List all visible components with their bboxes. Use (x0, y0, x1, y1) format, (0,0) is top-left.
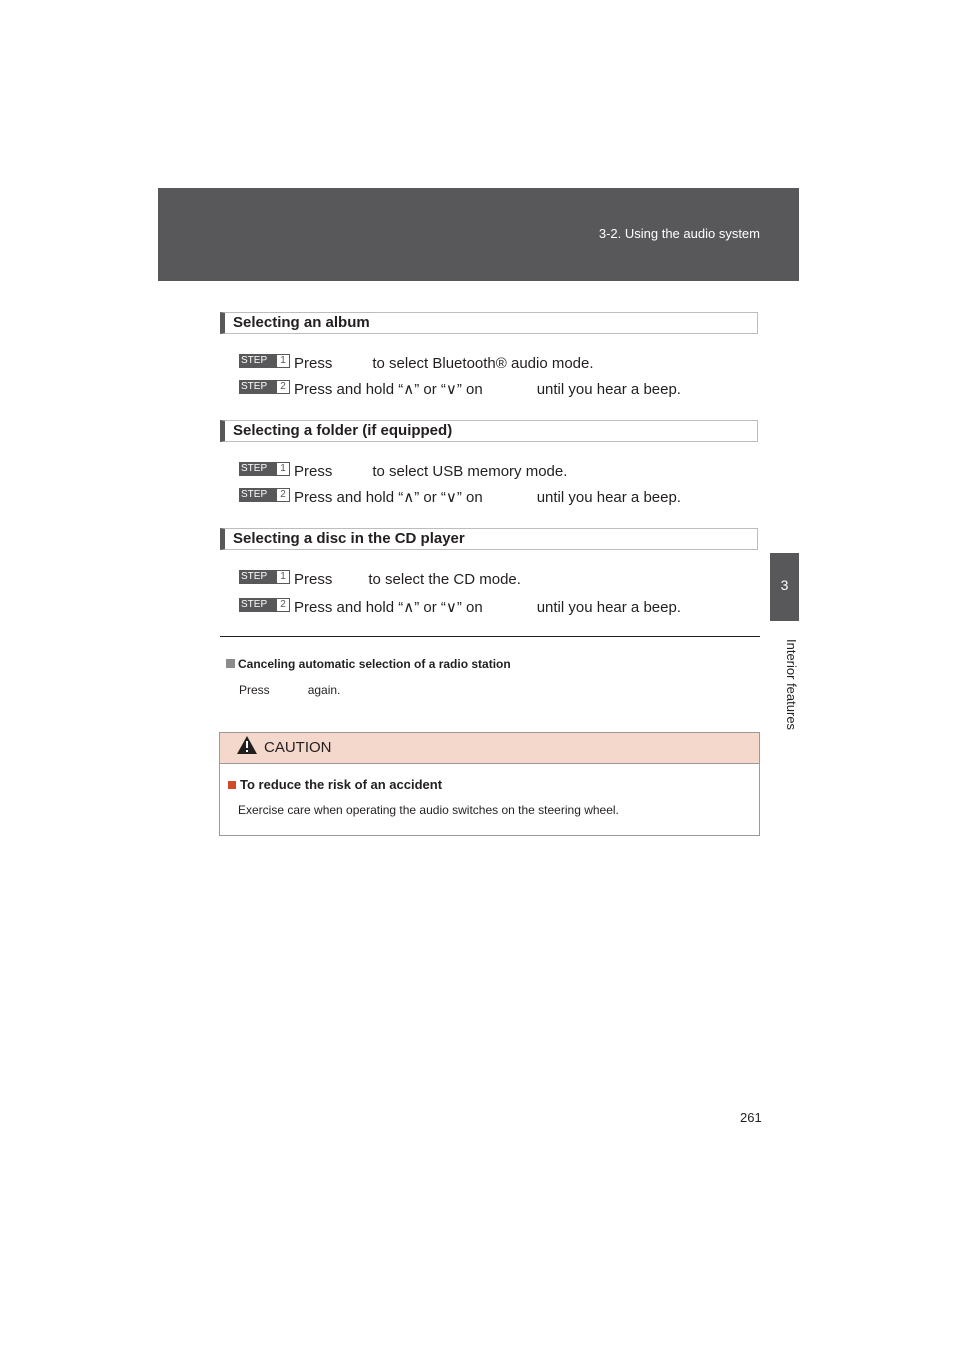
caution-subtitle: To reduce the risk of an accident (228, 777, 442, 792)
step-row (239, 380, 681, 399)
step-row (239, 598, 681, 617)
step-badge: STEP 1 (239, 354, 290, 368)
step-badge: STEP 2 (239, 598, 290, 612)
step-row (239, 488, 681, 507)
step-text-after: to select Bluetooth® audio mode. (372, 355, 594, 372)
step-text-before: Press (294, 463, 333, 480)
step-badge: STEP 1 (239, 462, 290, 476)
divider (220, 636, 760, 637)
warning-triangle-icon (236, 735, 258, 766)
section-title-folder: Selecting a folder (if equipped) (220, 420, 758, 442)
step-badge: STEP 2 (239, 380, 290, 394)
note-title: Canceling automatic selection of a radio station (226, 657, 511, 671)
note-text: Press again. (239, 683, 341, 697)
step-text-after: until you hear a beep. (536, 599, 681, 616)
step-text-after: until you hear a beep. (536, 381, 681, 398)
step-text-before: Press and hold “∧” or “∨” on (294, 489, 483, 506)
chapter-side-label: Interior features (784, 639, 799, 731)
step-text-before: Press and hold “∧” or “∨” on (294, 381, 483, 398)
step-text-after: to select the CD mode. (368, 571, 521, 588)
gray-square-bullet-icon (226, 659, 235, 668)
section-title-album: Selecting an album (220, 312, 758, 334)
caution-box (219, 732, 760, 836)
section-title-disc: Selecting a disc in the CD player (220, 528, 758, 550)
step-row (239, 462, 567, 481)
caution-title: CAUTION (264, 739, 332, 756)
chapter-header (158, 188, 799, 281)
step-row (239, 354, 594, 373)
step-badge: STEP 2 (239, 488, 290, 502)
step-text-after: until you hear a beep. (536, 489, 681, 506)
caution-body: Exercise care when operating the audio switches on the steering wheel. (238, 803, 619, 817)
chapter-tab: 3 (770, 553, 799, 621)
step-badge: STEP 1 (239, 570, 290, 584)
page-number: 261 (740, 1110, 762, 1125)
step-text-before: Press (294, 355, 333, 372)
step-text-before: Press (294, 571, 333, 588)
step-row (239, 570, 521, 589)
chapter-section-title: 3-2. Using the audio system (598, 226, 760, 241)
red-square-bullet-icon (228, 781, 236, 789)
caution-header (220, 733, 759, 764)
step-text-before: Press and hold “∧” or “∨” on (294, 599, 483, 616)
step-text-after: to select USB memory mode. (372, 463, 568, 480)
